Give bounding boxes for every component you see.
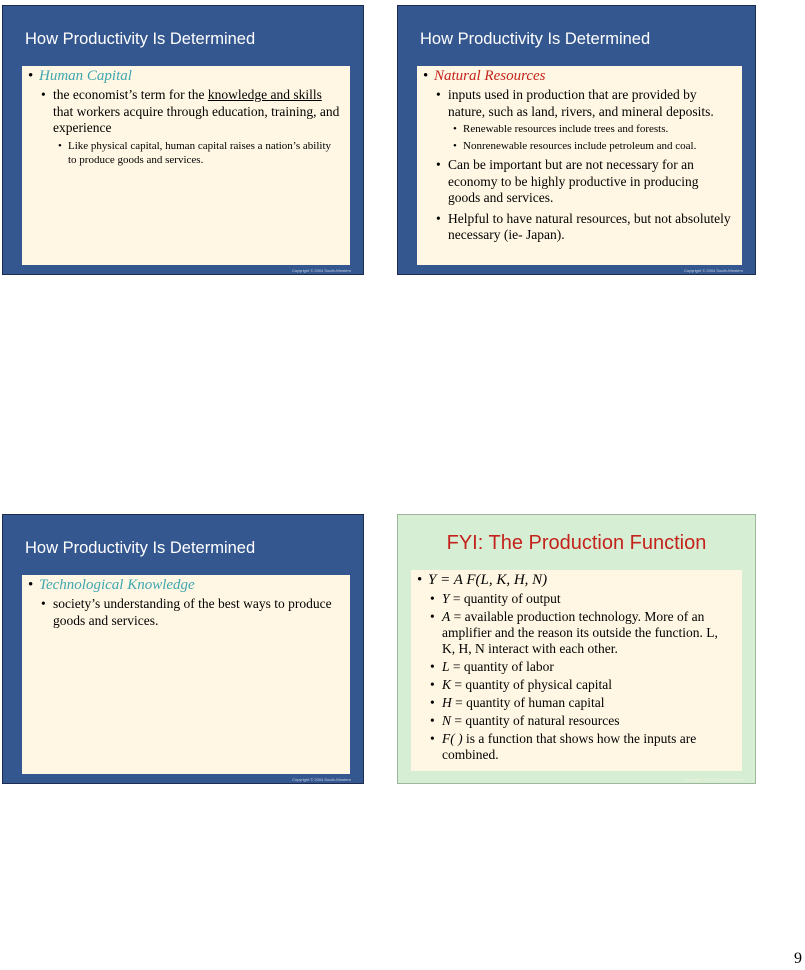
slide-title: How Productivity Is Determined [420, 30, 651, 48]
slide-content [22, 66, 350, 265]
slide-title: FYI: The Production Function [446, 532, 707, 554]
heading-text: Human Capital [39, 68, 132, 84]
item-text: = quantity of physical capital [451, 677, 612, 692]
item-text: that workers acquire through education, training, and experience [53, 103, 340, 135]
bullet-item [53, 87, 342, 168]
bullet-item [442, 713, 734, 729]
heading-text: Technological Knowledge [39, 577, 195, 593]
bullet-heading [39, 577, 342, 629]
slide-title: How Productivity Is Determined [25, 539, 256, 557]
bullet-item [442, 731, 734, 763]
bullet-heading [428, 572, 734, 763]
formula-text: Y = A F(L, K, H, N) [428, 572, 548, 588]
item-text: the economist’s term for the [53, 87, 208, 102]
symbol: L [442, 659, 450, 674]
bullet-heading [39, 68, 342, 168]
bullet-item [442, 591, 734, 607]
symbol: F( ) [442, 731, 463, 746]
copyright-text: Copyright © 2004 South-Western [292, 268, 351, 273]
symbol: A [442, 609, 451, 624]
slide-content [411, 570, 742, 771]
item-text: is a function that shows how the inputs are combined. [442, 731, 697, 762]
copyright-text: Copyright © 2004 South-Western [684, 777, 743, 782]
slide-natural-resources [397, 5, 756, 275]
copyright-text: Copyright © 2004 South-Western [684, 268, 743, 273]
bullet-item: • society’s understanding of the best ways to produce goods and services. [53, 596, 342, 629]
slide-content [417, 66, 742, 265]
bullet-heading [434, 68, 734, 244]
slide-technological-knowledge [2, 514, 364, 784]
bullet-item [442, 659, 734, 675]
item-text: inputs used in production that are provided by nature, such as land, rivers, and mineral deposits. [448, 87, 714, 119]
slide-title: How Productivity Is Determined [25, 30, 256, 48]
bullet-item: • Can be important but are not necessary for an economy to be highly productive in producing goods and services. [448, 157, 734, 207]
symbol: Y [442, 591, 450, 606]
slide-content [22, 575, 350, 774]
symbol: H [442, 695, 452, 710]
bullet-item [442, 609, 734, 657]
item-text: = quantity of output [449, 591, 561, 606]
item-text: = quantity of natural resources [451, 713, 620, 728]
bullet-item [448, 87, 734, 153]
symbol: N [442, 713, 452, 728]
heading-text: Natural Resources [434, 68, 546, 84]
item-text: = quantity of labor [449, 659, 554, 674]
sub-bullet-item: • Renewable resources include trees and forests. [463, 122, 734, 137]
copyright-text: Copyright © 2004 South-Western [292, 777, 351, 782]
symbol: K [442, 677, 452, 692]
item-text: = available production technology. More of an amplifier and the reason its outside the function. L, K, H, N interact with each other. [442, 609, 718, 656]
slide-human-capital [2, 5, 364, 275]
bullet-item [442, 695, 734, 711]
sub-bullet-item: • Nonrenewable resources include petroleum and coal. [463, 139, 734, 154]
bullet-item: • Helpful to have natural resources, but not absolutely necessary (ie- Japan). [448, 211, 734, 244]
page-number: 9 [794, 950, 802, 967]
underlined-term: knowledge and skills [207, 87, 322, 102]
bullet-item [442, 677, 734, 693]
sub-bullet-item: • Like physical capital, human capital raises a nation’s ability to produce goods and services. [68, 139, 342, 168]
slide-production-function [397, 514, 756, 784]
item-text: = quantity of human capital [451, 695, 605, 710]
